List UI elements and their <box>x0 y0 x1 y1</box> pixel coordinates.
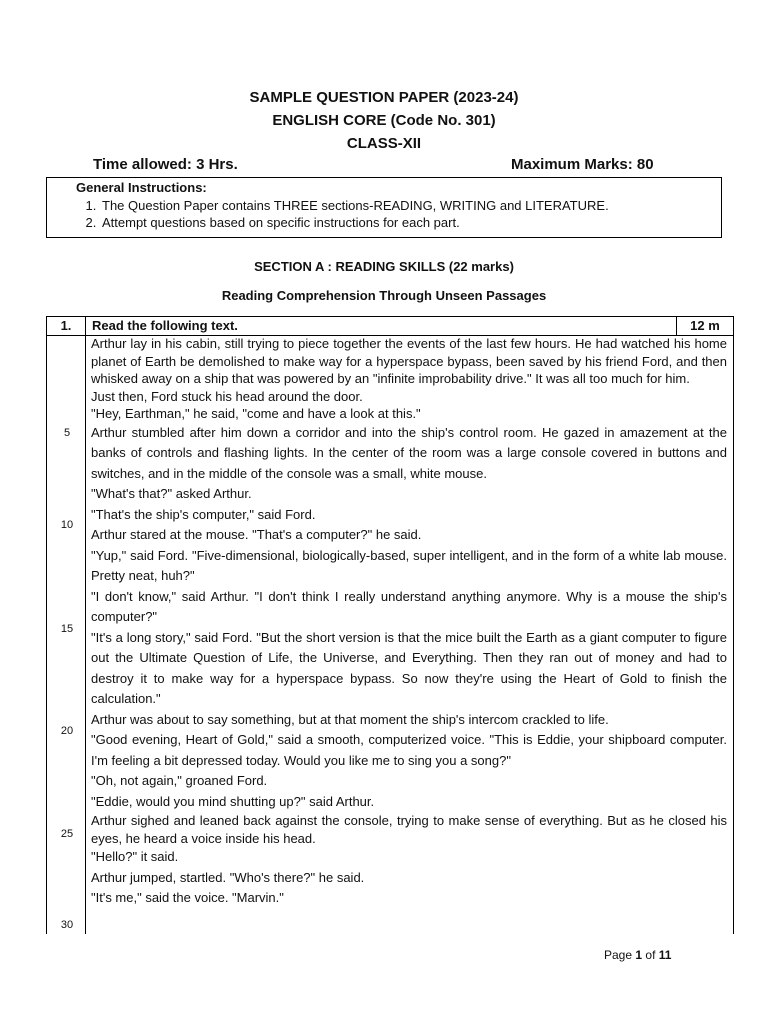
section-title: SECTION A : READING SKILLS (22 marks) <box>254 259 514 274</box>
passage-paragraph: "What's that?" asked Arthur. <box>91 486 252 501</box>
passage-paragraph: Arthur jumped, startled. "Who's there?" he said. <box>91 869 365 885</box>
instructions-list <box>47 197 721 232</box>
passage-paragraph: Arthur stumbled after him down a corridor and into the ship's control room. He gazed in amazement at the banks of controls and flashing lights. In the center of the room was a large console covered in buttons and switches, and in the middle of the console was a small, white mouse. <box>91 424 727 481</box>
column-divider <box>85 335 86 934</box>
page-footer <box>604 948 671 962</box>
line-number: 30 <box>60 919 74 931</box>
question-marks: 12 m <box>676 317 733 335</box>
line-number: 5 <box>63 427 71 439</box>
passage-paragraph: Just then, Ford stuck his head around the door. <box>91 388 363 404</box>
passage-paragraph: "Oh, not again," groaned Ford. <box>91 773 268 788</box>
question-prompt: Read the following text. <box>92 318 238 333</box>
passage-text <box>91 335 727 909</box>
passage-paragraph: Arthur stared at the mouse. "That's a computer?" he said. <box>91 527 422 542</box>
time-allowed: Time allowed: 3 Hrs. <box>93 156 238 173</box>
page-total: 11 <box>658 948 672 962</box>
question-table <box>46 316 734 934</box>
class-title: CLASS-XII <box>346 135 422 152</box>
passage-paragraph: "It's me," said the voice. "Marvin." <box>91 890 284 905</box>
passage-paragraph: "Yup," said Ford. "Five-dimensional, biologically-based, super intelligent, and in the form of a white lab mouse. Pretty neat, huh?" <box>91 547 727 583</box>
passage-paragraph: "Hey, Earthman," he said, "come and have a look at this." <box>91 406 421 421</box>
passage-paragraph: "Hello?" it said. <box>91 849 179 864</box>
line-number: 10 <box>60 519 74 531</box>
paper-title: SAMPLE QUESTION PAPER (2023-24) <box>249 89 519 106</box>
instruction-item: 1. The Question Paper contains THREE sections-READING, WRITING and LITERATURE. <box>100 197 721 215</box>
question-number: 1. <box>47 317 86 335</box>
passage-paragraph: "Good evening, Heart of Gold," said a smooth, computerized voice. "This is Eddie, your shipboard computer. I'm feeling a bit depressed today. Would you like me to sing you a song?" <box>91 732 727 768</box>
general-instructions-box <box>46 177 722 238</box>
passage-paragraph: "Eddie, would you mind shutting up?" said Arthur. <box>91 793 375 809</box>
section-subtitle: Reading Comprehension Through Unseen Passages <box>221 288 547 303</box>
instructions-title: General Instructions: <box>76 180 207 195</box>
instruction-item: 2. Attempt questions based on specific instructions for each part. <box>100 214 721 232</box>
page-label: Page <box>604 948 633 962</box>
page-number: 1 <box>635 948 643 962</box>
passage-paragraph: Arthur was about to say something, but at that moment the ship's intercom crackled to life. <box>91 711 609 727</box>
passage-paragraph: "It's a long story," said Ford. "But the short version is that the mice built the Earth as a giant computer to figure out the Ultimate Question of Life, the Universe, and Everything. Then they ran out of money and had to destroy it to make way for a hyperspace bypass. So now they're using the Heart of Gold to finish the calculation." <box>91 629 727 706</box>
line-number: 20 <box>60 725 74 737</box>
passage-paragraph: "That's the ship's computer," said Ford. <box>91 506 316 522</box>
line-number: 25 <box>60 828 74 840</box>
subject-title: ENGLISH CORE (Code No. 301) <box>272 112 496 129</box>
passage-cell <box>46 335 734 934</box>
passage-paragraph: Arthur sighed and leaned back against the console, trying to make sense of everything. But as he closed his eyes, he heard a voice inside his head. <box>91 813 727 846</box>
line-number: 15 <box>60 623 74 635</box>
passage-paragraph: Arthur lay in his cabin, still trying to piece together the events of the last few hours. He had watched his home planet of Earth be demolished to make way for a hyperspace bypass, been saved by his friend Ford, and then whisked away on a ship that was powered by an "infinite improbability drive." It was all too much for him. <box>91 336 727 386</box>
of-label: of <box>645 948 656 962</box>
maximum-marks: Maximum Marks: 80 <box>511 156 654 173</box>
passage-paragraph: "I don't know," said Arthur. "I don't think I really understand anything anymore. Why is a mouse the ship's computer?" <box>91 588 727 624</box>
question-header-row <box>46 316 734 336</box>
